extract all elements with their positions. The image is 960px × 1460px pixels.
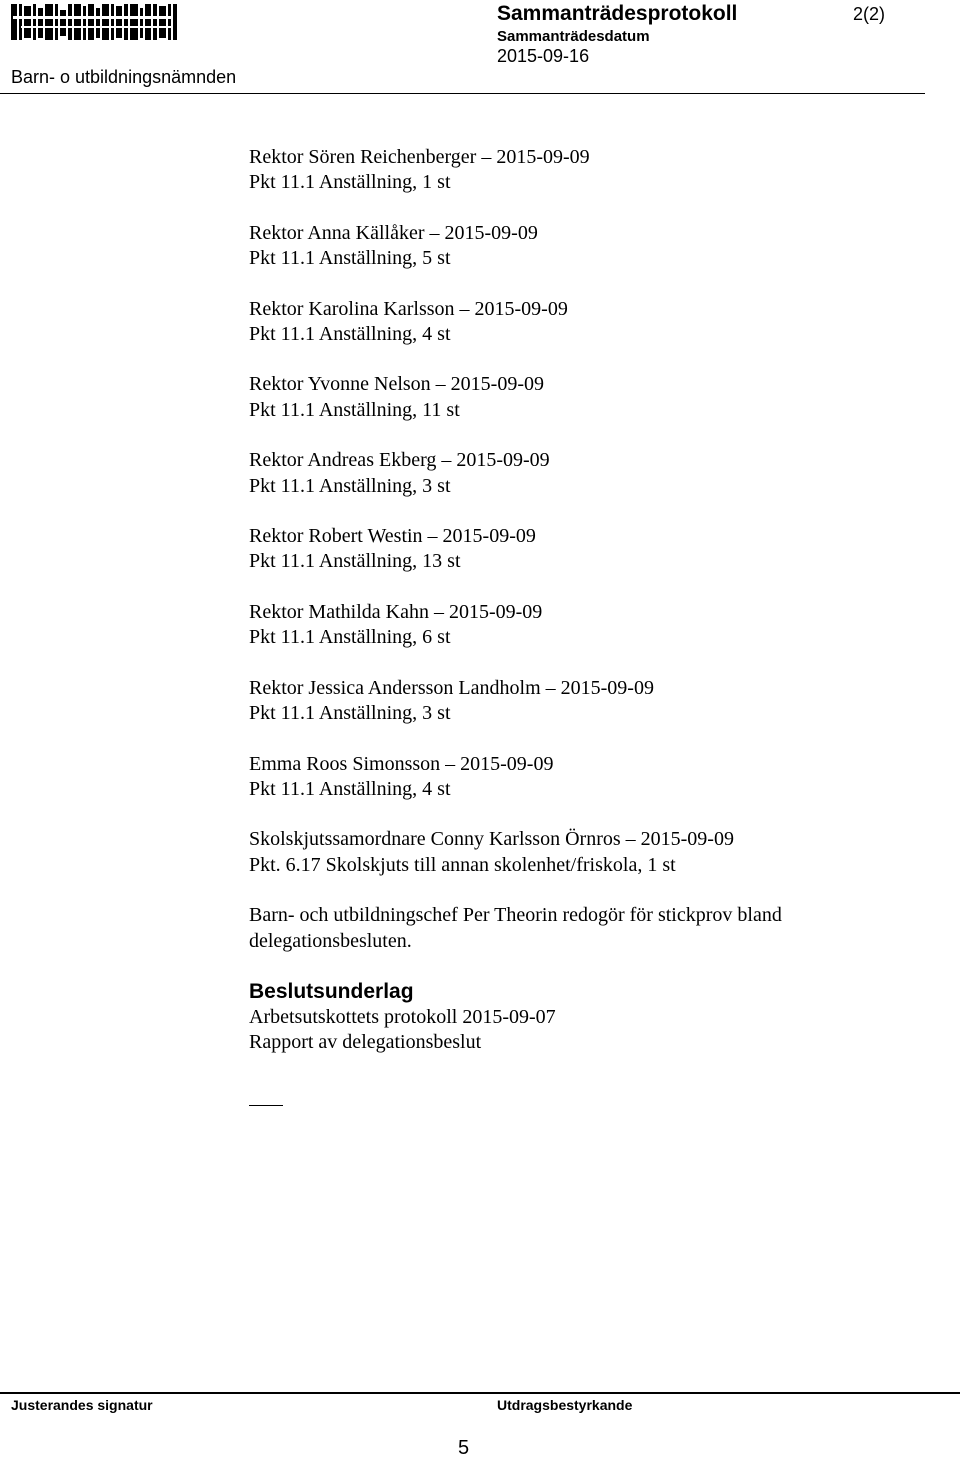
delegation-entry: [249, 297, 889, 348]
document-title: Sammanträdesprotokoll: [497, 2, 738, 25]
entry-title: Rektor Andreas Ekberg – 2015-09-09: [249, 449, 550, 472]
statement-paragraph: Barn- och utbildningschef Per Theorin redogör för stickprov bland delegationsbesluten.: [249, 904, 782, 952]
decision-basis-item: Rapport av delegationsbeslut: [249, 1031, 482, 1054]
page-number: 5: [458, 1437, 470, 1459]
header-divider: [0, 93, 925, 94]
section-end-rule: [249, 1105, 283, 1106]
extract-certification-label: Utdragsbestyrkande: [497, 1397, 633, 1413]
entry-detail: Pkt 11.1 Anställning, 11 st: [249, 398, 460, 421]
delegation-entry: [249, 827, 889, 878]
entry-detail: Pkt 11.1 Anställning, 3 st: [249, 702, 451, 725]
municipality-logo: [11, 2, 177, 42]
committee-name: Barn- o utbildningsnämnden: [11, 67, 237, 87]
entry-detail: Pkt 11.1 Anställning, 6 st: [249, 626, 451, 649]
protocol-body: [249, 145, 889, 1106]
entry-title: Rektor Yvonne Nelson – 2015-09-09: [249, 373, 544, 396]
meeting-date-value: 2015-09-16: [497, 46, 590, 66]
delegation-entry: [249, 221, 889, 272]
entry-detail: Pkt 11.1 Anställning, 4 st: [249, 777, 451, 800]
entry-title: Emma Roos Simonsson – 2015-09-09: [249, 752, 554, 775]
meeting-date-label: Sammanträdesdatum: [497, 28, 650, 45]
decision-basis-heading: Beslutsunderlag: [249, 979, 414, 1003]
decision-basis-item: Arbetsutskottets protokoll 2015-09-07: [249, 1005, 556, 1028]
entry-detail: Pkt 11.1 Anställning, 13 st: [249, 550, 461, 573]
entry-title: Rektor Anna Källåker – 2015-09-09: [249, 221, 538, 244]
delegation-entry: [249, 524, 889, 575]
entry-title: Rektor Mathilda Kahn – 2015-09-09: [249, 600, 543, 623]
entry-detail: Pkt 11.1 Anställning, 3 st: [249, 474, 451, 497]
footer-divider: [0, 1392, 960, 1394]
delegation-entry: [249, 752, 889, 803]
entry-title: Rektor Sören Reichenberger – 2015-09-09: [249, 146, 590, 168]
delegation-entry: [249, 676, 889, 727]
entry-detail: Pkt. 6.17 Skolskjuts till annan skolenhet/friskola, 1 st: [249, 853, 676, 876]
entry-detail: Pkt 11.1 Anställning, 5 st: [249, 247, 451, 270]
page-indicator: 2(2): [853, 4, 886, 24]
entry-title: Skolskjutssamordnare Conny Karlsson Örnros – 2015-09-09: [249, 828, 734, 851]
delegation-entry: [249, 600, 889, 651]
delegation-entry: [249, 448, 889, 499]
entry-detail: Pkt 11.1 Anställning, 1 st: [249, 171, 451, 194]
entry-title: Rektor Jessica Andersson Landholm – 2015-09-09: [249, 676, 654, 699]
entry-title: Rektor Robert Westin – 2015-09-09: [249, 525, 536, 548]
delegation-entry: [249, 145, 889, 196]
entry-title: Rektor Karolina Karlsson – 2015-09-09: [249, 297, 568, 320]
adjuster-signature-label: Justerandes signatur: [11, 1397, 153, 1413]
entry-detail: Pkt 11.1 Anställning, 4 st: [249, 323, 451, 346]
delegation-entry: [249, 372, 889, 423]
